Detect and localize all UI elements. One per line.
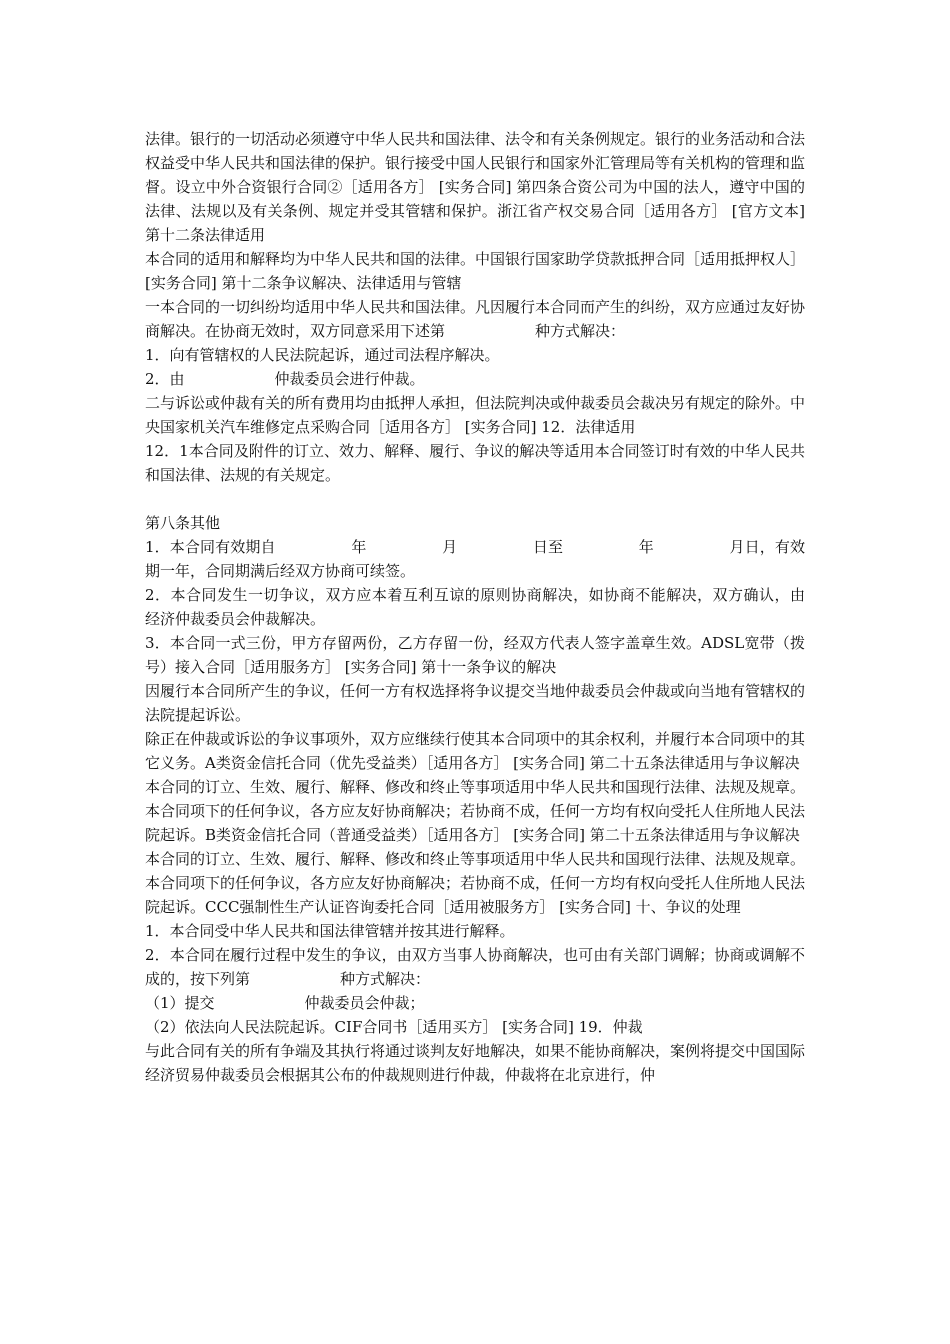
paragraph: 1．本合同有效期自 年 月 日至 年 月日，有效期一年，合同期满后经双方协商可续签。 <box>145 538 805 580</box>
paragraph: 2．由 仲裁委员会进行仲裁。 <box>145 370 425 388</box>
paragraph: 2．本合同发生一切争议，双方应本着互利互谅的原则协商解决，如协商不能解决，双方确认，由 经济仲裁委员会仲裁解决。 <box>145 586 896 628</box>
paragraph: 本合同的订立、生效、履行、解释、修改和终止等事项适用中华人民共和国现行法律、法规及规章。本合同项下的任何争议，各方应友好协商解决；若协商不成，任何一方均有权向受托人住所地人民法院起诉。CCC强制性生产认证咨询委托合同［适用被服务方］ [实务合同] 十、争议的处理 <box>145 850 806 916</box>
paragraph: 1．向有管辖权的人民法院起诉，通过司法程序解决。 <box>145 346 500 364</box>
section-heading: 第八条其他 <box>145 514 221 532</box>
paragraph: 本合同的适用和解释均为中华人民共和国的法律。中国银行国家助学贷款抵押合同［适用抵押权人］ [实务合同] 第十二条争议解决、法律适用与管辖 <box>145 250 806 292</box>
paragraph: 12．1本合同及附件的订立、效力、解释、履行、争议的解决等适用本合同签订时有效的中华人民共和国法律、法规的有关规定。 <box>145 442 805 484</box>
document-body <box>145 127 896 1087</box>
paragraph: 2．本合同在履行过程中发生的争议，由双方当事人协商解决，也可由有关部门调解；协商或调解不成的，按下列第 种方式解决： <box>145 946 805 988</box>
paragraph: （2）依法向人民法院起诉。CIF合同书［适用买方］ [实务合同] 19．仲裁 <box>145 1018 643 1036</box>
paragraph: 3．本合同一式三份，甲方存留两份，乙方存留一份，经双方代表人签字盖章生效。ADSL宽带（拨号）接入合同［适用服务方］ [实务合同] 第十一条争议的解决 <box>145 634 805 676</box>
paragraph: 除正在仲裁或诉讼的争议事项外，双方应继续行使其本合同项中的其余权利，并履行本合同项中的其它义务。A类资金信托合同（优先受益类）［适用各方］ [实务合同] 第二十五条法律适用与争议解决 <box>145 730 806 772</box>
paragraph: 一本合同的一切纠纷均适用中华人民共和国法律。凡因履行本合同而产生的纠纷，双方应通过友好协商解决。在协商无效时，双方同意采用下述第 种方式解决： <box>145 298 806 340</box>
paragraph: 本合同项下的任何争议，各方应友好协商解决；若协商不成，任何一方均有权向受托人住所地人民法院起诉。B类资金信托合同（普通受益类）［适用各方］ [实务合同] 第二十五条法律适用与争议解决 <box>145 802 806 844</box>
paragraph: 1．本合同受中华人民共和国法律管辖并按其进行解释。 <box>145 922 515 940</box>
paragraph: 二与诉讼或仲裁有关的所有费用均由抵押人承担，但法院判决或仲裁委员会裁决另有规定的除外。中央国家机关汽车维修定点采购合同［适用各方］ [实务合同] 12．法律适用 <box>145 394 806 436</box>
paragraph: 因履行本合同所产生的争议，任何一方有权选择将争议提交当地仲裁委员会仲裁或向当地有管辖权的法院提起诉讼。 <box>145 682 806 724</box>
paragraph: 本合同的订立、生效、履行、解释、修改和终止等事项适用中华人民共和国现行法律、法规及规章。 <box>145 778 806 796</box>
paragraph: 法律。银行的一切活动必须遵守中华人民共和国法律、法令和有关条例规定。银行的业务活动和合法权益受中华人民共和国法律的保护。银行接受中国人民银行和国家外汇管理局等有关机构的管理和监督。设立中外合资银行合同②［适用各方］ [实务合同] 第四条合资公司为中国的法人，遵守中国的法律、法规以及有关条例、规定并受其管辖和保护。浙江省产权交易合同［适用各方］ [官方文本] 第十二条法律适用 <box>145 130 806 244</box>
paragraph: （1）提交 仲裁委员会仲裁； <box>145 994 425 1012</box>
blank-line <box>145 487 805 511</box>
paragraph: 与此合同有关的所有争端及其执行将通过谈判友好地解决，如果不能协商解决，案例将提交中国国际经济贸易仲裁委员会根据其公布的仲裁规则进行仲裁，仲裁将在北京进行，仲 <box>145 1042 806 1084</box>
